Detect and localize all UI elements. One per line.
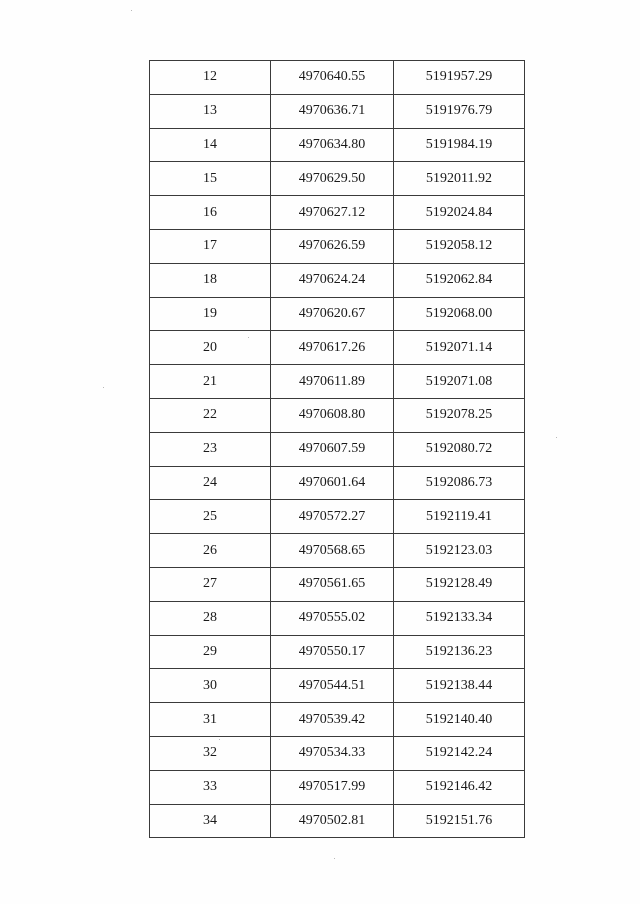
- table-row: [150, 162, 525, 196]
- y-coordinate-cell: 5192086.73: [394, 466, 525, 500]
- x-coordinate-cell: 4970561.65: [271, 567, 394, 601]
- x-coordinate-cell: 4970608.80: [271, 398, 394, 432]
- scan-speck: [103, 387, 104, 388]
- table-row: [150, 94, 525, 128]
- table-row: [150, 534, 525, 568]
- y-coordinate-cell: 5192119.41: [394, 500, 525, 534]
- table-row: [150, 196, 525, 230]
- point-number-cell: 17: [150, 229, 271, 263]
- y-coordinate-cell: 5191957.29: [394, 61, 525, 95]
- point-number-cell: 20: [150, 331, 271, 365]
- point-number-cell: 24: [150, 466, 271, 500]
- y-coordinate-cell: 5192011.92: [394, 162, 525, 196]
- scan-speck: [131, 10, 132, 11]
- x-coordinate-cell: 4970611.89: [271, 365, 394, 399]
- x-coordinate-cell: 4970534.33: [271, 736, 394, 770]
- table-row: [150, 736, 525, 770]
- x-coordinate-cell: 4970620.67: [271, 297, 394, 331]
- table-row: [150, 635, 525, 669]
- x-coordinate-cell: 4970627.12: [271, 196, 394, 230]
- table-row: [150, 229, 525, 263]
- point-number-cell: 12: [150, 61, 271, 95]
- x-coordinate-cell: 4970555.02: [271, 601, 394, 635]
- table-row: [150, 770, 525, 804]
- table-row: [150, 398, 525, 432]
- y-coordinate-cell: 5192142.24: [394, 736, 525, 770]
- table-row: [150, 128, 525, 162]
- y-coordinate-cell: 5192071.08: [394, 365, 525, 399]
- point-number-cell: 19: [150, 297, 271, 331]
- scan-speck: [219, 739, 220, 740]
- scan-speck: [334, 858, 335, 859]
- x-coordinate-cell: 4970607.59: [271, 432, 394, 466]
- point-number-cell: 22: [150, 398, 271, 432]
- x-coordinate-cell: 4970634.80: [271, 128, 394, 162]
- y-coordinate-cell: 5192123.03: [394, 534, 525, 568]
- table-row: [150, 466, 525, 500]
- x-coordinate-cell: 4970624.24: [271, 263, 394, 297]
- y-coordinate-cell: 5192068.00: [394, 297, 525, 331]
- point-number-cell: 33: [150, 770, 271, 804]
- x-coordinate-cell: 4970568.65: [271, 534, 394, 568]
- y-coordinate-cell: 5191976.79: [394, 94, 525, 128]
- x-coordinate-cell: 4970636.71: [271, 94, 394, 128]
- point-number-cell: 14: [150, 128, 271, 162]
- point-number-cell: 21: [150, 365, 271, 399]
- point-number-cell: 31: [150, 703, 271, 737]
- point-number-cell: 32: [150, 736, 271, 770]
- point-number-cell: 15: [150, 162, 271, 196]
- point-number-cell: 18: [150, 263, 271, 297]
- table-row: [150, 500, 525, 534]
- x-coordinate-cell: 4970572.27: [271, 500, 394, 534]
- x-coordinate-cell: 4970629.50: [271, 162, 394, 196]
- y-coordinate-cell: 5192080.72: [394, 432, 525, 466]
- point-number-cell: 23: [150, 432, 271, 466]
- y-coordinate-cell: 5192071.14: [394, 331, 525, 365]
- point-number-cell: 26: [150, 534, 271, 568]
- y-coordinate-cell: 5191984.19: [394, 128, 525, 162]
- x-coordinate-cell: 4970517.99: [271, 770, 394, 804]
- y-coordinate-cell: 5192140.40: [394, 703, 525, 737]
- y-coordinate-cell: 5192078.25: [394, 398, 525, 432]
- table-row: [150, 263, 525, 297]
- table-row: [150, 61, 525, 95]
- table-row: [150, 804, 525, 838]
- point-number-cell: 29: [150, 635, 271, 669]
- x-coordinate-cell: 4970502.81: [271, 804, 394, 838]
- table-row: [150, 567, 525, 601]
- point-number-cell: 34: [150, 804, 271, 838]
- table-row: [150, 703, 525, 737]
- x-coordinate-cell: 4970544.51: [271, 669, 394, 703]
- table-row: [150, 601, 525, 635]
- scan-speck: [556, 437, 557, 438]
- x-coordinate-cell: 4970550.17: [271, 635, 394, 669]
- point-number-cell: 16: [150, 196, 271, 230]
- y-coordinate-cell: 5192128.49: [394, 567, 525, 601]
- y-coordinate-cell: 5192151.76: [394, 804, 525, 838]
- coordinate-table-body: [150, 61, 525, 838]
- y-coordinate-cell: 5192024.84: [394, 196, 525, 230]
- table-row: [150, 669, 525, 703]
- x-coordinate-cell: 4970617.26: [271, 331, 394, 365]
- table-row: [150, 365, 525, 399]
- scan-speck: [248, 337, 249, 338]
- table-row: [150, 331, 525, 365]
- y-coordinate-cell: 5192138.44: [394, 669, 525, 703]
- point-number-cell: 25: [150, 500, 271, 534]
- x-coordinate-cell: 4970539.42: [271, 703, 394, 737]
- x-coordinate-cell: 4970601.64: [271, 466, 394, 500]
- table-row: [150, 297, 525, 331]
- y-coordinate-cell: 5192146.42: [394, 770, 525, 804]
- point-number-cell: 27: [150, 567, 271, 601]
- y-coordinate-cell: 5192058.12: [394, 229, 525, 263]
- y-coordinate-cell: 5192136.23: [394, 635, 525, 669]
- y-coordinate-cell: 5192062.84: [394, 263, 525, 297]
- table-row: [150, 432, 525, 466]
- x-coordinate-cell: 4970626.59: [271, 229, 394, 263]
- y-coordinate-cell: 5192133.34: [394, 601, 525, 635]
- point-number-cell: 13: [150, 94, 271, 128]
- point-number-cell: 30: [150, 669, 271, 703]
- coordinate-table: [149, 60, 525, 838]
- point-number-cell: 28: [150, 601, 271, 635]
- x-coordinate-cell: 4970640.55: [271, 61, 394, 95]
